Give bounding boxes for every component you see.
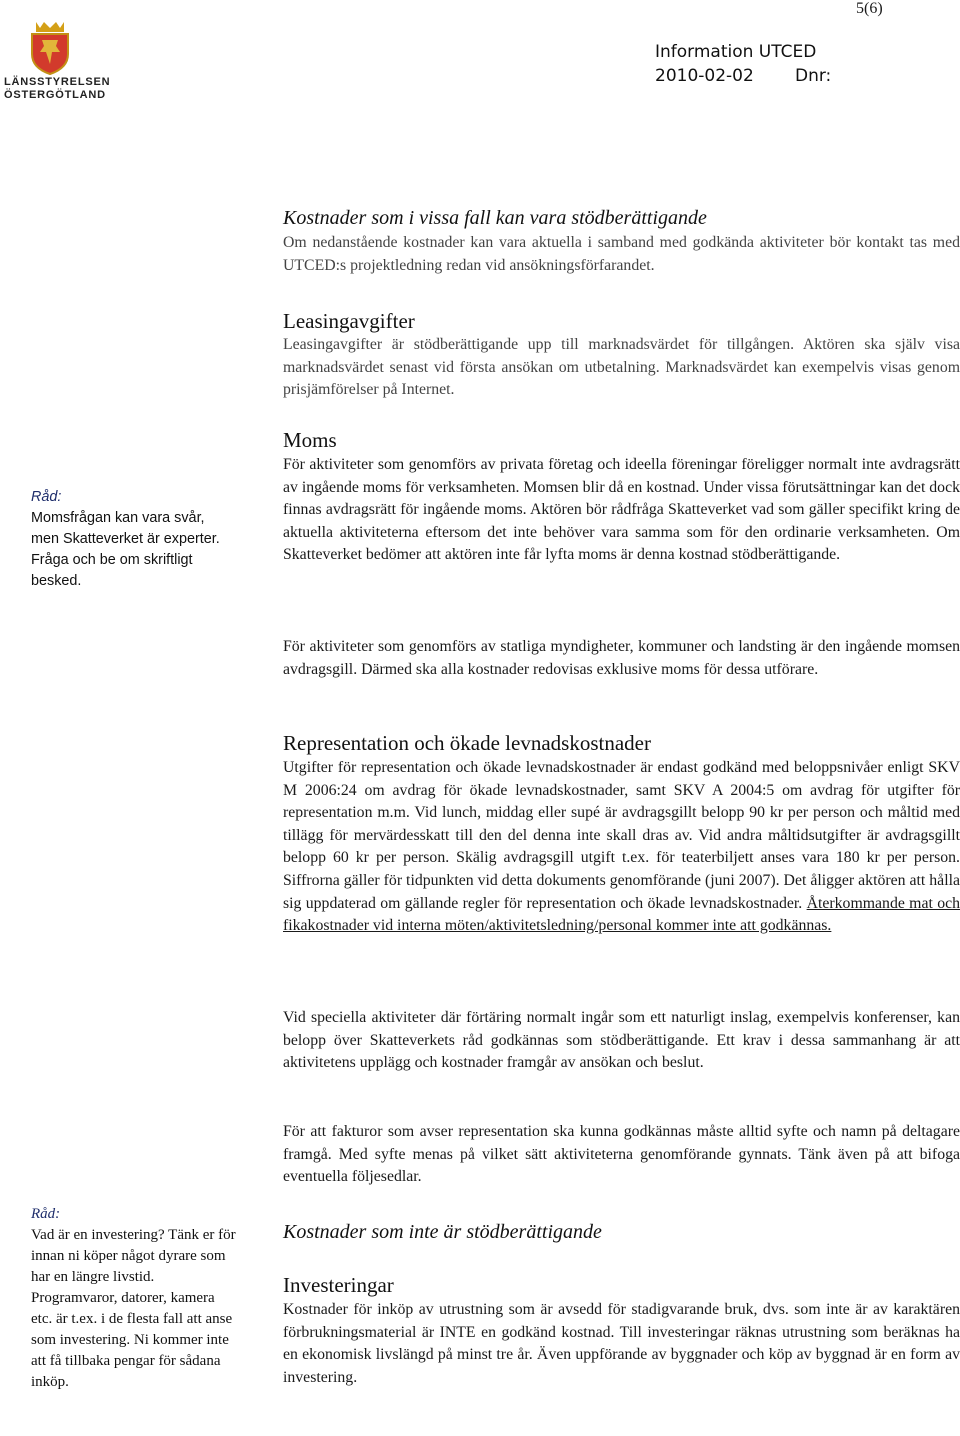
paragraph: Kostnader för inköp av utrustning som är avsedd för stadigvarande bruk, dvs. som inte är av karaktären förbrukningsmaterial är INTE en godkänd kostnad. Till investeringar räknas utrustning som beräknas ha en ekonomisk livslängd på minst tre år. Även uppförande av byggnader och köp av byggnad är en form av investering. bbox=[283, 1301, 960, 1386]
leasing-text bbox=[283, 334, 960, 402]
advice-heading: Råd: bbox=[31, 1206, 61, 1222]
document-dnr: Dnr: bbox=[795, 66, 832, 86]
paragraph: För att fakturor som avser representation ska kunna godkännas måste alltid syfte och namn på deltagare framgå. Med syfte menas på vilket sätt aktiviteterna genomförande gynnats. Tänk även på att bifoga eventuella följesedlar. bbox=[283, 1123, 960, 1186]
paragraph: Om nedanstående kostnader kan vara aktuella i samband med godkända aktiviteter bör kontakt tas med UTCED:s projektledning redan vid ansökningsförfarandet. bbox=[283, 234, 960, 274]
section-heading-kostnader-vissa-fall: Kostnader som i vissa fall kan vara stödberättigande bbox=[283, 207, 707, 229]
representation-text-2 bbox=[283, 1007, 960, 1075]
logo-text-line2: ÖSTERGÖTLAND bbox=[4, 89, 106, 101]
representation-text-3 bbox=[283, 1121, 960, 1189]
underlined-rule: Återkommande mat och fikakostnader vid interna möten/aktivitetsledning/personal kommer inte att godkännas. bbox=[283, 894, 960, 935]
section-heading-leasing: Leasingavgifter bbox=[283, 309, 415, 333]
document-date: 2010-02-02 bbox=[655, 66, 754, 86]
section-heading-moms: Moms bbox=[283, 428, 337, 452]
paragraph: Leasingavgifter är stödberättigande upp till marknadsvärdet för tillgången. Aktören ska själv visa marknadsvärdet senast vid första ansökan om utbetalning. Marknadsvärdet kan exempelvis visas genom prisjämförelser på Internet. bbox=[283, 336, 960, 399]
moms-text-1 bbox=[283, 454, 960, 567]
paragraph: Vid speciella aktiviteter där förtäring normalt ingår som ett naturligt inslag, exempelvis konferenser, kan belopp över Skatteverkets råd godkännas som stödberättigande. Ett krav i dessa sammanhang är att aktivitetens upplägg och kostnader framgår av ansökan och beslut. bbox=[283, 1009, 960, 1072]
coat-of-arms-icon bbox=[26, 18, 74, 76]
logo-text-line1: LÄNSSTYRELSEN bbox=[4, 76, 111, 88]
section-heading-representation: Representation och ökade levnadskostnader bbox=[283, 731, 651, 755]
kostnader-vissa-fall-text bbox=[283, 232, 960, 277]
advice-box-moms bbox=[31, 487, 236, 592]
advice-heading: Råd: bbox=[31, 489, 62, 505]
paragraph: För aktiviteter som genomförs av statliga myndigheter, kommuner och landsting är den ingående momsen avdragsgill. Därmed ska alla kostnader redovisas exklusive moms för dessa utförare. bbox=[283, 638, 960, 678]
advice-text: Vad är en investering? Tänk er för innan ni köper något dyrare som har en längre livstid. Programvaror, datorer, kamera etc. är t.ex. i de flesta fall att anse som investering. Ni kommer inte att få tillbaka pengar för sådana inköp. bbox=[31, 1227, 236, 1390]
document-title: Information UTCED bbox=[655, 42, 817, 62]
advice-box-investering bbox=[31, 1204, 236, 1393]
section-heading-investeringar: Investeringar bbox=[283, 1273, 394, 1297]
section-heading-kostnader-inte: Kostnader som inte är stödberättigande bbox=[283, 1221, 602, 1243]
page-number: 5(6) bbox=[856, 0, 883, 17]
county-logo bbox=[4, 18, 111, 102]
investeringar-text bbox=[283, 1299, 960, 1389]
paragraph bbox=[283, 757, 960, 938]
moms-text-2 bbox=[283, 636, 960, 681]
advice-text: Momsfrågan kan vara svår, men Skatteverket är experter. Fråga och be om skriftligt besked. bbox=[31, 510, 220, 589]
paragraph-text: Utgifter för representation och ökade levnadskostnader är endast godkänd med beloppsnivåer enligt SKV M 2006:24 om avdrag för ökade levnadskostnader, samt SKV A 2004:5 om avdrag för utgifter för representation m.m. Vid lunch, middag eller supé är avdragsgillt belopp 90 kr per person och måltid med tillägg för mervärdesskatt till den del denna inte skall dras av. Vid andra måltidsutgifter är avdragsgillt belopp 60 kr per person. Skälig avdragsgill utgift t.ex. för teaterbiljett anses vara 180 kr per person. Siffrorna gäller för tidpunkten vid detta dokuments genomförande (juni 2007). Det åligger aktören att hålla sig uppdaterad om gällande regler för representation och ökade levnadskostnader. bbox=[283, 759, 960, 912]
representation-text-1 bbox=[283, 757, 960, 938]
paragraph: För aktiviteter som genomförs av privata företag och ideella föreningar föreligger normalt inte avdragsrätt av ingående moms för verksamheten. Momsen blir då en kostnad. Under vissa förutsättningar kan det dock finnas avdragsrätt för ingående moms. Aktören bör rådfråga Skatteverket vad som gäller specifikt kring de aktuella aktiviteterna eftersom det inte behöver vara samma som för den ordinarie verksamheten. Om Skatteverket bedömer att aktören inte får lyfta moms är denna kostnad stödberättigande. bbox=[283, 456, 960, 564]
